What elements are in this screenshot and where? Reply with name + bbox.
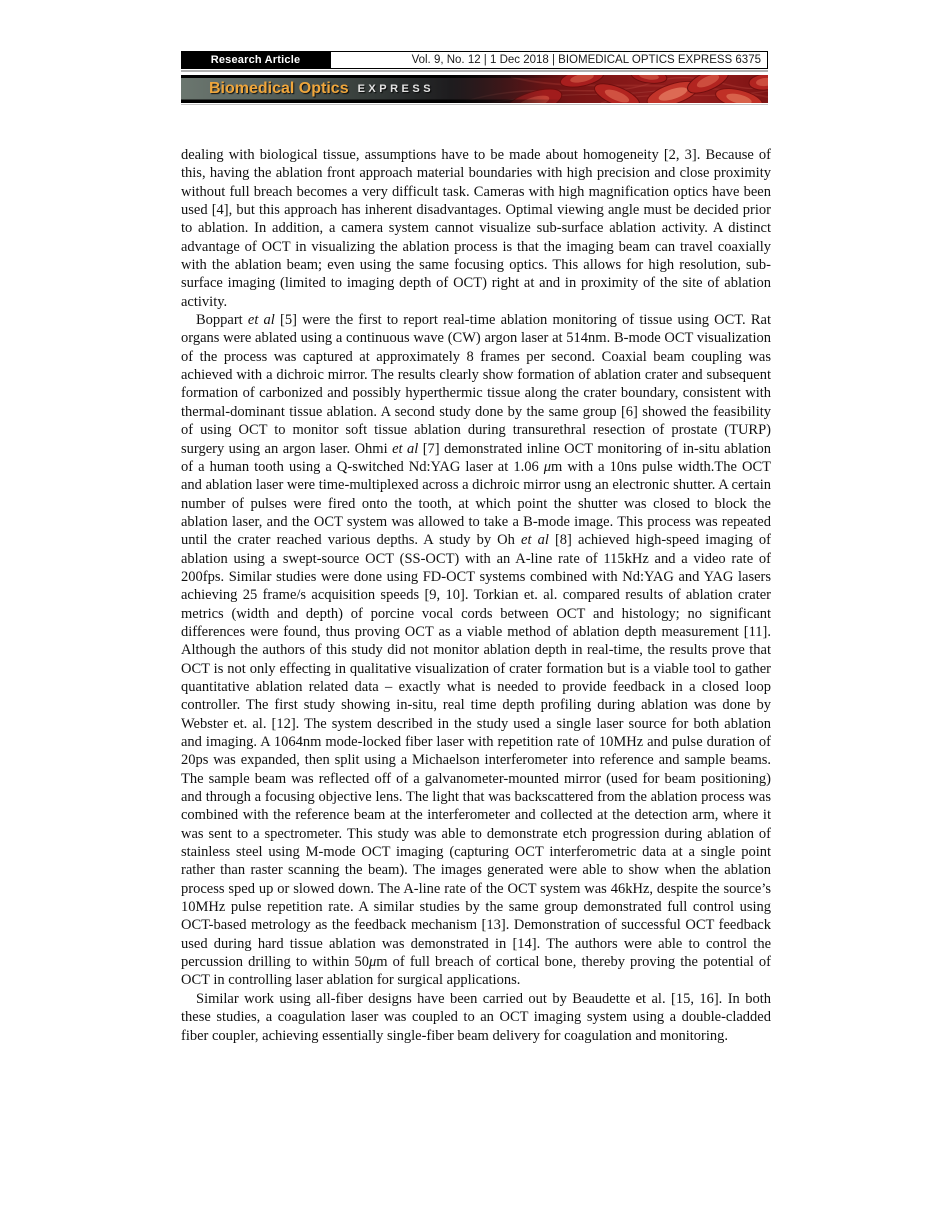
banner-title: Biomedical Optics: [209, 80, 349, 97]
banner-subtitle: EXPRESS: [357, 83, 435, 95]
banner-text: [209, 75, 729, 103]
paragraph: Similar work using all-fiber designs have been carried out by Beaudette et al. [15, 16]. In both these studies, a coagulation laser was coupled to an OCT imaging system using a double-cladded fiber coupler, achieving essentially single-fiber beam delivery for coagulation and monitoring.: [181, 990, 771, 1044]
banner-underline: [181, 104, 768, 106]
header-shadow-line: [181, 70, 768, 73]
paragraph: Boppart et al [5] were the first to report real-time ablation monitoring of tissue using OCT. Rat organs were ablated using a continuous wave (CW) argon laser at 514nm. B-mode OCT visualization of the process was captured at approximately 8 frames per second. Coaxial beam coupling was achieved with a dichroic mirror. The results clearly show formation of ablation crater and subsequent formation of carbonized and possibly hyperthermic tissue along the crater boundary, consistent with thermal-dominant tissue ablation. A second study done by the same group [6] showed the feasibility of using OCT to monitor soft tissue ablation during transurethral resection of prostate (TURP) surgery using an argon laser. Ohmi et al [7] demonstrated inline OCT monitoring of in-situ ablation of a human tooth using a Q-switched Nd:YAG laser at 1.06 μm with a 10ns pulse width.The OCT and ablation laser were time-multiplexed across a dichroic mirror usng an electronic shutter. A certain number of pulses were fired onto the tooth, at which point the shutter was closed to block the ablation laser, and the OCT system was allowed to take a B-mode image. This process was repeated until the crater reached various depths. A study by Oh et al [8] achieved high-speed imaging of ablation using a swept-source OCT (SS-OCT) with an A-line rate of 115kHz and a video rate of 200fps. Similar studies were done using FD-OCT systems combined with Nd:YAG and YAG lasers achieving 25 frame/s acquisition speeds [9, 10]. Torkian et. al. compared results of ablation crater metrics (width and depth) of porcine vocal cords between OCT and histology; no significant differences were found, thus proving OCT as a viable method of ablation depth measurement [11]. Although the authors of this study did not monitor ablation depth in real-time, the results prove that OCT is not only effecting in qualitative visualization of crater formation but is a viable tool to gather quantitative ablation related data – exactly what is needed to provide feedback in a closed loop controller. The first study showing in-situ, real time depth profiling during ablation was done by Webster et. al. [12]. The system described in the study used a single laser source for both ablation and imaging. A 1064nm mode-locked fiber laser with repetition rate of 10MHz and pulse duration of 20ps was expanded, then split using a Michaelson interferometer into reference and sample beams. The sample beam was reflected off of a galvanometer-mounted mirror (used for beam positioning) and through a focusing objective lens. The light that was backscattered from the ablation process was combined with the reference beam at the interferometer and collected at the detection arm, where it was sent to a spectrometer. This study was able to demonstrate etch progression during ablation of stainless steel using M-mode OCT imaging (capturing OCT interferometric data at a single point rather than raster scanning the beam). The images generated were able to show when the ablation process sped up or slowed down. The A-line rate of the OCT system was 46kHz, despite the source’s 10MHz pulse repetition rate. A similar studies by the same group demonstrated full control using OCT-based metrology as the feedback mechanism [13]. Demonstration of successful OCT feedback used during hard tissue ablation was demonstrated in [14]. The authors were able to control the percussion drilling to within 50μm of full breach of cortical bone, thereby proving the potential of OCT in controlling laser ablation for surgical applications.: [181, 312, 772, 989]
header-row: [181, 51, 768, 69]
paragraph: dealing with biological tissue, assumptions have to be made about homogeneity [2, 3]. Because of this, having the ablation front approach material boundaries with high precision and close proximity without full breach becomes a very difficult task. Cameras with high magnification optics have been used [4], but this approach has inherent disadvantages. Optimal viewing angle must be decided prior to ablation. In addition, a camera system cannot visualize sub-surface ablation activity. A distinct advantage of OCT in visualizing the ablation process is that the imaging beam can travel coaxially with the ablation beam; even using the same focusing optics. This allows for high resolution, sub-surface imaging (limited to imaging depth of OCT) right at and in proximity of the site of ablation activity.: [181, 147, 771, 310]
article-body: [181, 146, 771, 1045]
journal-info-box: Vol. 9, No. 12 | 1 Dec 2018 | BIOMEDICAL OPTICS EXPRESS 6375: [330, 51, 768, 69]
journal-banner: [181, 75, 768, 103]
research-article-badge: Research Article: [181, 51, 330, 69]
